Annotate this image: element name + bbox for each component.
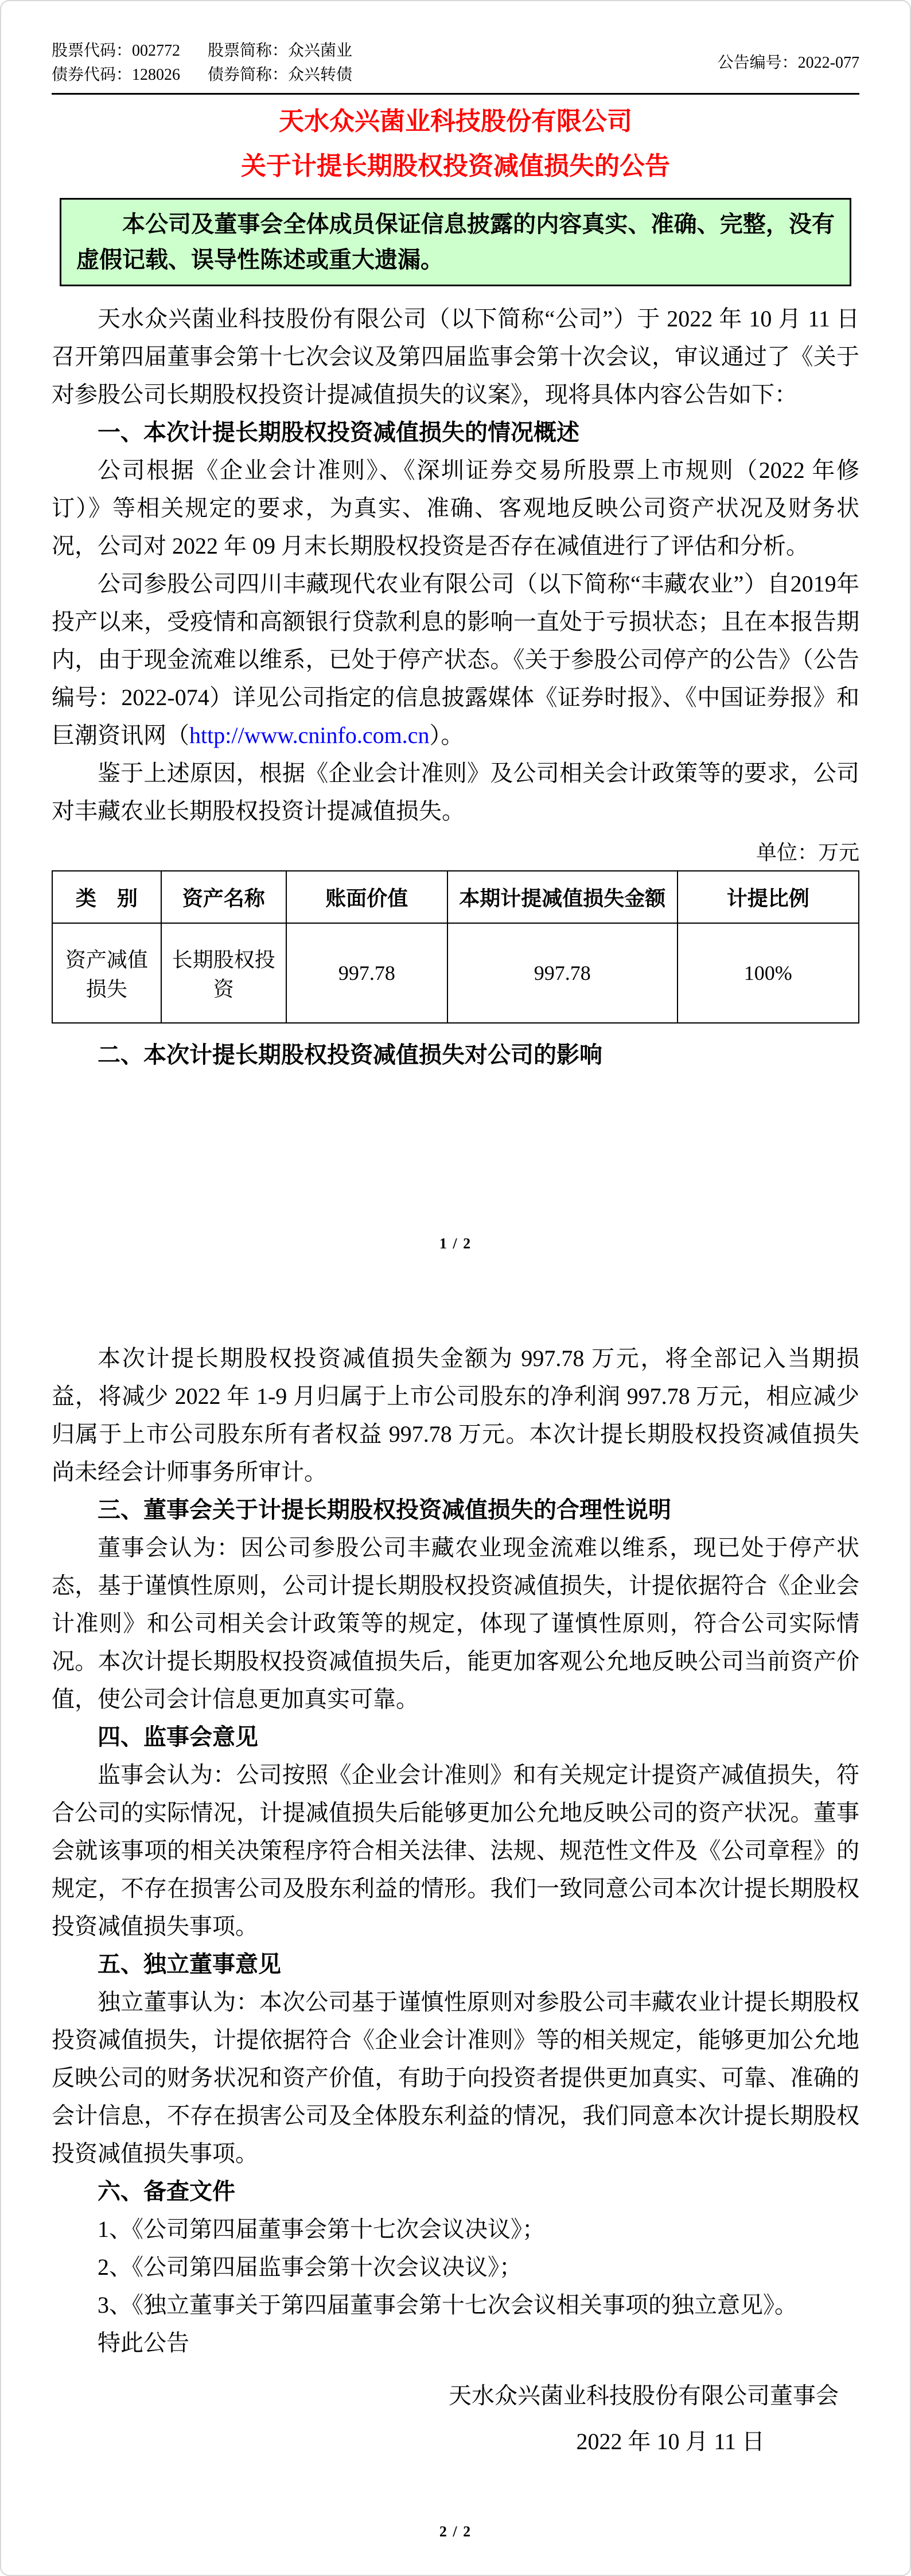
section4-paragraph: 监事会认为：公司按照《企业会计准则》和有关规定计提资产减值损失，符合公司的实际情况，计提减值损失后能够更加公允地反映公司的资产状况。董事会就该事项的相关决策程序符合相关法律、法规、规范性文件及《公司章程》的规定，不存在损害公司及股东利益的情形。我们一致同意公司本次计提长期股权投资减值损失事项。 [52,1762,859,1939]
section5-paragraph: 独立董事认为：本次公司基于谨慎性原则对参股公司丰藏农业计提长期股权投资减值损失，计提依据符合《企业会计准则》等的相关规定，能够更加公允地反映公司的财务状况和资产价值，有助于向投资者提供更加真实、可靠、准确的会计信息，不存在损害公司及全体股东利益的情况，我们同意本次计提长期股权投资减值损失事项。 [52,1989,859,2166]
table-header-book-value: 账面价值 [286,871,447,923]
stock-name-value: 众兴菌业 [288,42,353,60]
bond-name-label: 债券简称： [208,66,289,84]
table-header-category: 类 别 [52,871,161,923]
table-cell-asset-name: 长期股权投资 [161,923,286,1023]
bond-name-line [208,63,718,87]
table-cell-category: 资产减值损失 [52,923,161,1023]
bond-name-value: 众兴转债 [288,66,353,84]
section1-paragraph-1: 公司根据《企业会计准则》、《深圳证券交易所股票上市规则（2022 年修订）》等相关规定的要求，为真实、准确、客观地反映公司资产状况及财务状况，公司对 2022 年 09 月末长期股权投资是否存在减值进行了评估和分析。 [52,457,859,559]
signature-company: 天水众兴菌业科技股份有限公司董事会 [449,2383,839,2408]
page-1 [1,1,910,1289]
stock-name-label: 股票简称： [208,42,289,60]
announcement-number [718,51,859,75]
reference-document-2: 2、《公司第四届监事会第十次会议决议》； [98,2254,522,2280]
signature-date: 2022 年 10 月 11 日 [576,2429,765,2454]
security-names-column [208,39,718,87]
bond-code-value: 128026 [132,66,181,84]
intro-paragraph: 天水众兴菌业科技股份有限公司（以下简称“公司”）于 2022 年 10 月 11 日召开第四届董事会第十七次会议及第四届监事会第十次会议，审议通过了《关于对参股公司长期股权投资计提减值损失的议案》，现将具体内容公告如下： [52,306,859,407]
announcement-number-value: 2022-077 [797,54,859,72]
section3-heading: 三、董事会关于计提长期股权投资减值损失的合理性说明 [98,1497,671,1523]
section2-paragraph: 本次计提长期股权投资减值损失金额为 997.78 万元，将全部记入当期损益，将减少 2022 年 1-9 月归属于上市公司股东的净利润 997.78 万元，相应减少归属于上市公司股东所有者权益 997.78 万元。本次计提长期股权投资减值损失尚未经会计师事务所审计。 [52,1345,859,1485]
table-cell-impairment-amount: 997.78 [447,923,678,1023]
announcement-number-label: 公告编号： [717,54,798,72]
reference-document-3: 3、《独立董事关于第四届董事会第十七次会议相关事项的独立意见》。 [98,2292,797,2318]
page-2 [1,1289,910,2576]
table-header-ratio: 计提比例 [678,871,859,923]
section1-heading: 一、本次计提长期股权投资减值损失的情况概述 [98,419,579,445]
page-1-number: 1 / 2 [439,1235,472,1252]
reference-document-1: 1、《公司第四届董事会第十七次会议决议》； [98,2216,545,2242]
header-divider [52,93,859,95]
bond-code-line [52,63,208,87]
table-unit-note: 单位：万元 [756,841,859,864]
section3-paragraph: 董事会认为：因公司参股公司丰藏农业现金流难以维系，现已处于停产状态，基于谨慎性原则，公司计提长期股权投资减值损失，计提依据符合《企业会计准则》和公司相关会计政策等的规定，体现了谨慎性原则，符合公司实际情况。本次计提长期股权投资减值损失后，能更加客观公允地反映公司当前资产价值，使公司会计信息更加真实可靠。 [52,1535,859,1712]
company-name-title: 天水众兴菌业科技股份有限公司 [279,107,632,135]
stock-name-line [208,39,718,63]
section6-heading: 六、备查文件 [98,2178,235,2204]
section5-heading: 五、独立董事意见 [98,1951,281,1977]
table-cell-book-value: 997.78 [286,923,447,1023]
page-2-number: 2 / 2 [439,2523,472,2540]
table-header-row [52,871,859,923]
table-header-impairment-amount: 本期计提减值损失金额 [447,871,678,923]
announcement-title: 关于计提长期股权投资减值损失的公告 [241,152,670,180]
stock-code-label: 股票代码： [52,42,133,60]
table-cell-ratio: 100% [678,923,859,1023]
disclaimer-box: 本公司及董事会全体成员保证信息披露的内容真实、准确、完整，没有虚假记载、误导性陈述或重大遗漏。 [60,198,851,286]
stock-code-value: 002772 [132,42,181,60]
document-header [52,1,859,87]
paragraph-text-after-link: ）。 [429,722,464,748]
stock-code-line [52,39,208,63]
closing-statement: 特此公告 [98,2330,189,2356]
impairment-table [52,870,859,1024]
section1-paragraph-3: 鉴于上述原因，根据《企业会计准则》及公司相关会计政策等的要求，公司对丰藏农业长期股权投资计提减值损失。 [52,760,859,824]
bond-code-label: 债券代码： [52,66,133,84]
section4-heading: 四、监事会意见 [98,1724,258,1750]
security-codes-column [52,39,208,87]
paragraph-text-before-link: 公司参股公司四川丰藏现代农业有限公司（以下简称“丰藏农业”）自2019年投产以来，受疫情和高额银行贷款利息的影响一直处于亏损状态；且在本报告期内，由于现金流难以维系，已处于停产状态。《关于参股公司停产的公告》（公告编号：2022-074）详见公司指定的信息披露媒体《证券时报》、《中国证券报》和巨潮资讯网（ [52,571,859,748]
cninfo-link[interactable]: http://www.cninfo.com.cn [189,722,430,748]
section1-paragraph-2 [52,565,859,754]
table-row [52,923,859,1023]
section2-heading: 二、本次计提长期股权投资减值损失对公司的影响 [98,1042,602,1068]
table-header-asset-name: 资产名称 [161,871,286,923]
